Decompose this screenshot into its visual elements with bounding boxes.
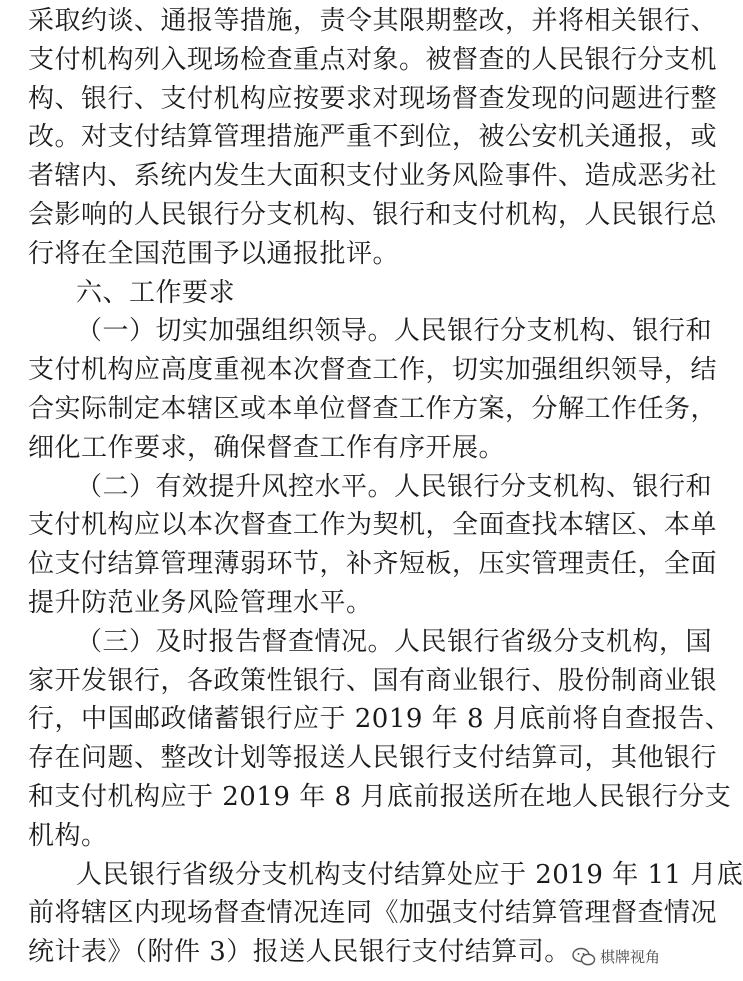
text-line: 支付机构列入现场检查重点对象。被督查的人民银行分支机 bbox=[28, 44, 718, 75]
text-line: 支付机构应以本次督查工作为契机，全面查找本辖区、本单 bbox=[28, 510, 718, 541]
text-line: 改。对支付结算管理措施严重不到位，被公安机关通报，或 bbox=[28, 122, 718, 153]
text-line: 和支付机构应于 2019 年 8 月底前报送所在地人民银行分支 bbox=[28, 782, 732, 812]
text-line: 人民银行省级分支机构支付结算处应于 2019 年 11 月底 bbox=[76, 859, 743, 890]
text-line: 存在问题、整改计划等报送人民银行支付结算司，其他银行 bbox=[28, 743, 718, 774]
text-line: 行，中国邮政储蓄银行应于 2019 年 8 月底前将自查报告、 bbox=[28, 704, 732, 735]
text-line: 统计表》（附件 3）报送人民银行支付结算司。 bbox=[28, 937, 571, 968]
text-line: 提升防范业务风险管理水平。 bbox=[28, 588, 373, 618]
text-line: 合实际制定本辖区或本单位督查工作方案，分解工作任务， bbox=[28, 394, 718, 424]
text-line: 家开发银行，各政策性银行、国有商业银行、股份制商业银 bbox=[28, 665, 718, 696]
text-line: （二）有效提升风控水平。人民银行分支机构、银行和 bbox=[76, 471, 713, 502]
text-line: 行将在全国范围予以通报批评。 bbox=[28, 238, 400, 269]
text-line: 前将辖区内现场督查情况连同《加强支付结算管理督查情况 bbox=[28, 898, 718, 929]
text-line: 支付机构应高度重视本次督查工作，切实加强组织领导，结 bbox=[28, 355, 718, 386]
text-line: （三）及时报告督查情况。人民银行省级分支机构，国 bbox=[76, 626, 713, 657]
text-line: 机构。 bbox=[28, 820, 108, 851]
text-line: 会影响的人民银行分支机构、银行和支付机构，人民银行总 bbox=[28, 200, 718, 230]
text-line: 者辖内、系统内发生大面积支付业务风险事件、造成恶劣社 bbox=[28, 161, 718, 192]
wechat-icon bbox=[572, 947, 596, 967]
watermark bbox=[572, 946, 660, 967]
text-line: 细化工作要求，确保督查工作有序开展。 bbox=[28, 432, 506, 463]
text-line: （一）切实加强组织领导。人民银行分支机构、银行和 bbox=[76, 316, 713, 347]
section-heading: 六、工作要求 bbox=[76, 277, 236, 308]
text-line: 位支付结算管理薄弱环节，补齐短板，压实管理责任，全面 bbox=[28, 549, 718, 580]
text-line: 采取约谈、通报等措施，责令其限期整改，并将相关银行、 bbox=[28, 6, 718, 36]
text-line: 构、银行、支付机构应按要求对现场督查发现的问题进行整 bbox=[28, 83, 718, 114]
watermark-text: 棋牌视角 bbox=[599, 948, 660, 966]
